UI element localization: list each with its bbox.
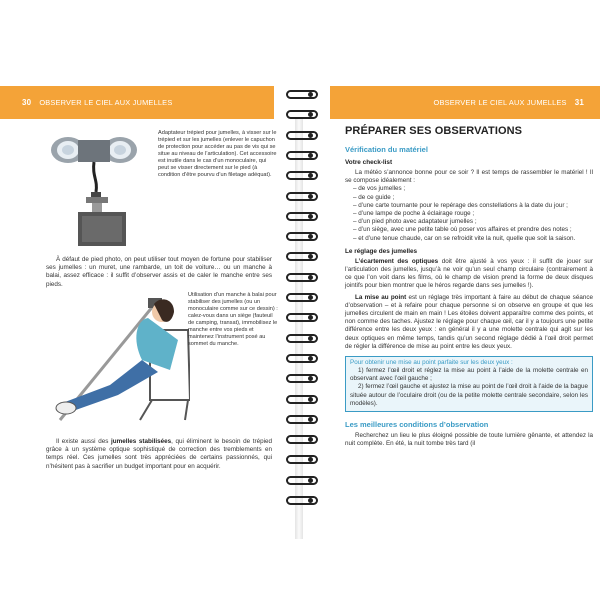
checklist-item: – d’une carte tournante pour le repérage des constellations à la date du jour ;	[353, 201, 568, 209]
spiral-ring	[283, 374, 319, 384]
spiral-ring	[283, 171, 319, 181]
checklist-item: – de ce guide ;	[353, 193, 395, 201]
right-page-number: 31	[574, 98, 584, 107]
broom-handle-observer-illustration	[40, 290, 190, 425]
spiral-ring	[283, 313, 319, 323]
subheading-adjustment: Le réglage des jumelles	[345, 247, 418, 255]
tip-step-1: 1) fermez l’œil droit et réglez la mise au point à l’aide de la molette centrale en observant avec l’œil gauche ;	[350, 367, 588, 383]
spiral-ring	[283, 476, 319, 486]
spiral-ring	[283, 354, 319, 364]
spiral-ring	[283, 131, 319, 141]
section-heading-conditions: Les meilleures conditions d’observation	[345, 420, 489, 430]
spiral-ring	[283, 232, 319, 242]
focus-paragraph: La mise au point est un réglage très important à faire au début de chaque séance d’observation – et à refaire pour chaque personne si on observe en groupe et que les jumelles circulent de main en main ! Les étoiles doivent apparaître comme des points, et non comme des taches. Ajustez le réglage pour chaque œil, car il y a toujours une petite différence entre les deux yeux : en général il y a une molette centrale qui agit sur les deux optiques en même temps, tandis qu’un second réglage dédié à l’œil droit permet de régler la différence de mise au point entre les deux yeux.	[345, 293, 593, 350]
stabilized-binoculars-paragraph: Il existe aussi des jumelles stabilisées, qui éliminent le besoin de trépied grâce à un système optique sophistiqué de correction des tremblements en temps réel. Ces jumelles sont très appréciées de certains passionnés, qui n’hésitent pas à sacrifier un budget important pour en acquérir.	[46, 438, 272, 470]
stabilized-binoculars-term: jumelles stabilisées	[111, 438, 172, 445]
spiral-ring	[283, 455, 319, 465]
checklist	[345, 185, 593, 242]
right-page-header	[330, 86, 600, 119]
eye-spacing-paragraph: L’écartement des optiques doit être ajusté à vos yeux : il suffit de jouer sur l’articulation des jumelles, jusqu’à ne voir qu’un seul champ circulaire (contrairement à ce que l’on voit dans les films, où le champ de vision prend la forme de deux disques jointifs pour bien montrer que le héros regarde dans ses jumelles !).	[345, 257, 594, 290]
checklist-item: – d’un siège, avec une petite table où poser vos affaires et prendre des notes ;	[353, 226, 572, 234]
checklist-intro: La météo s’annonce bonne pour ce soir ? Il est temps de rassembler le matériel ! Il se compose idéalement :	[345, 169, 593, 185]
binoculars-tripod-illustration	[48, 128, 148, 246]
tripod-alternative-paragraph: À défaut de pied photo, on peut utiliser tout moyen de fortune pour stabiliser ses jumelles : un muret, une rambarde, un toit de voiture… ou un manche à balai, assez efficace : il suffit d’observer assis et de caler le manche entre ses pieds.	[46, 256, 272, 288]
left-running-title: OBSERVER LE CIEL AUX JUMELLES	[39, 98, 173, 107]
spiral-ring	[283, 293, 319, 303]
spiral-ring	[283, 192, 319, 202]
checklist-item: – et d’une tenue chaude, car on se refroidit vite la nuit, quelle que soit la saison.	[353, 234, 576, 242]
tip-step-2: 2) fermez l’œil gauche et ajustez la mise au point de l’œil droit à l’aide de la bague située autour de l’oculaire droit (ou de la petite molette centrale secondaire, selon les modèles).	[350, 383, 588, 407]
checklist-item: – de vos jumelles ;	[353, 185, 406, 193]
spiral-ring	[283, 273, 319, 283]
subheading-checklist: Votre check-list	[345, 159, 393, 166]
focus-tip-box	[345, 356, 593, 412]
conditions-paragraph: Recherchez un lieu le plus éloigné possible de toute lumière gênante, et attendez la nuit complète. En été, la nuit tombe très tard (il	[345, 432, 593, 448]
spiral-ring	[283, 90, 319, 100]
section-heading-material: Vérification du matériel	[345, 145, 428, 154]
spiral-ring	[283, 334, 319, 344]
spiral-binding	[283, 84, 321, 514]
spiral-ring	[283, 151, 319, 161]
broom-caption: Utilisation d’un manche à balai pour stabiliser des jumelles (ou un monoculaire comme sur ce dessin) : calez-vous dans un siège (fauteuil de camping, transat), immobilisez le manche entre vos pieds et maintenez l’instrument posé au sommet du manche.	[188, 292, 278, 347]
spiral-ring	[283, 252, 319, 262]
checklist-item: – d’une lampe de poche à éclairage rouge ;	[353, 210, 475, 218]
spiral-ring	[283, 496, 319, 506]
spiral-ring	[283, 435, 319, 445]
spiral-ring	[283, 395, 319, 405]
left-page-number: 30	[22, 98, 32, 107]
left-page-header	[0, 86, 274, 119]
tip-heading: Pour obtenir une mise au point parfaite sur les deux yeux :	[350, 359, 513, 367]
checklist-item: – d’un pied photo avec adaptateur jumelles ;	[353, 218, 477, 226]
spiral-ring	[283, 415, 319, 425]
right-page	[345, 125, 593, 448]
adapter-caption: Adaptateur trépied pour jumelles, à visser sur le trépied et sur les jumelles (enlever le capuchon de protection pour accéder au pas de vis qui se situe au niveau de l’articulation). Cet accessoire est inutile dans le cas d’un monoculaire, qui peut se visser directement sur le pied (à condition d’être pourvu d’un filetage adéquat).	[158, 130, 277, 178]
right-running-title: OBSERVER LE CIEL AUX JUMELLES	[433, 98, 567, 107]
spiral-ring	[283, 110, 319, 120]
page-title: PRÉPARER SES OBSERVATIONS	[345, 125, 523, 137]
spiral-ring	[283, 212, 319, 222]
